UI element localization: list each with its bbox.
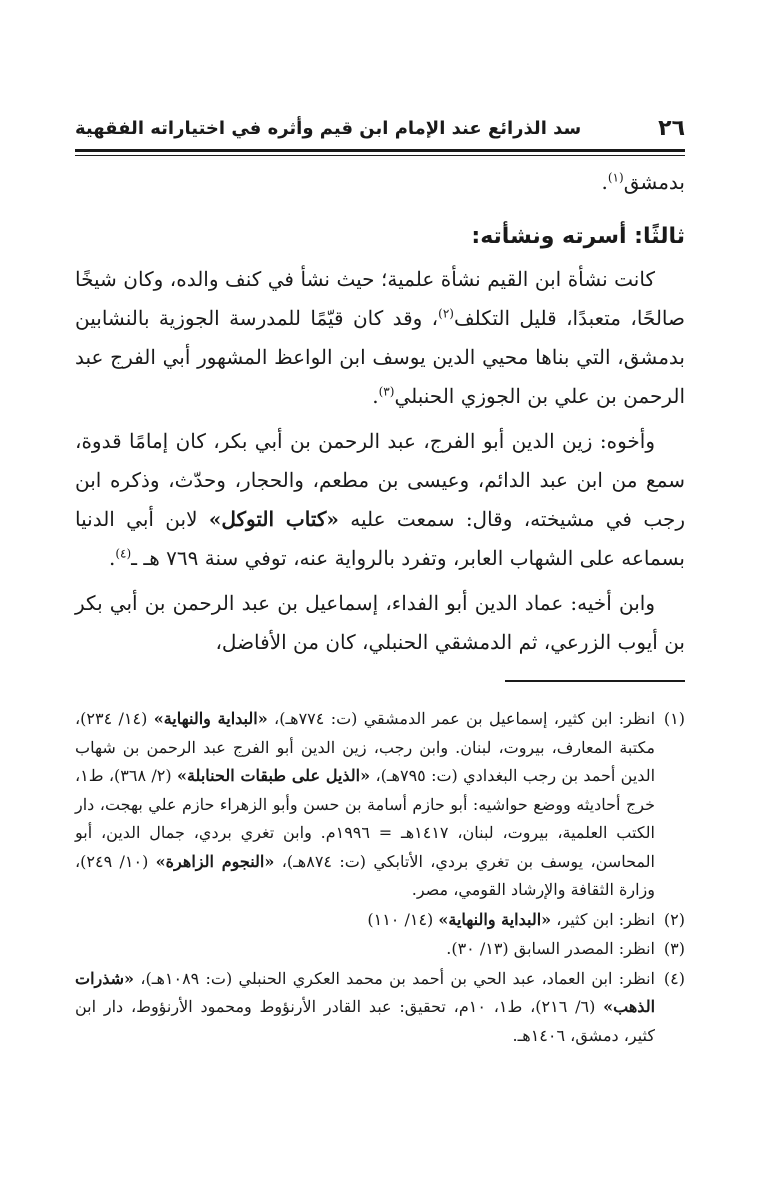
paragraph-upbringing: كانت نشأة ابن القيم نشأة علمية؛ حيث نشأ في كنف والده، وكان شيخًا صالحًا، متعبدًا، قليل التكلف$^{(٢)}$، وقد كان قيّمًا للمدرسة الجوزية بالنشابين بدمشق، التي بناها محيي الدين يوسف ابن الواعظ المشهور أبي الفرج عبد الرحمن بن علي بن الجوزي الحنبلي$^{(٣)}$. xyxy=(75,267,685,408)
footnote-text: انظر: ابن كثير، «البداية والنهاية» (١٤/ ١١٠) xyxy=(367,909,655,929)
footnote-1 xyxy=(75,705,685,905)
footnote-ref-4: (٤) xyxy=(115,546,132,561)
footnote-number: (١) xyxy=(663,709,685,728)
footnote-number: (٣) xyxy=(663,939,685,958)
footnote-ref-2: (٢) xyxy=(438,306,454,321)
footnote-3 xyxy=(75,935,685,964)
lead-line: بدمشق$^{(١)}$. xyxy=(601,170,685,194)
page-header xyxy=(75,108,685,148)
header-rule-thin xyxy=(75,155,685,156)
book-title-tawakkul: «كتاب التوكل» xyxy=(208,507,339,531)
paragraph-nephew: وابن أخيه: عماد الدين أبو الفداء، إسماعيل بن عبد الرحمن بن أبي بكر بن أيوب الزرعي، ثم الدمشقي الحنبلي، كان من الأفاضل، xyxy=(75,591,685,654)
footnote-text: انظر: المصدر السابق (١٣/ ٣٠). xyxy=(446,939,655,958)
paragraph-brother: وأخوه: زين الدين أبو الفرج، عبد الرحمن بن أبي بكر، كان إمامًا قدوة، سمع من ابن عبد الدائم، وعيسى بن مطعم، والحجار، وحدّث، وذكره ابن رجب في مشيخته، وقال: سمعت عليه «كتاب التوكل» لابن أبي الدنيا بسماعه على الشهاب العابر، وتفرد بالرواية عنه، توفي سنة ٧٦٩ هـ ـ$^{(٤)}$. xyxy=(75,429,685,570)
footnote-2 xyxy=(75,906,685,935)
footnotes xyxy=(75,705,685,1050)
footnote-ref-3: (٣) xyxy=(378,384,395,399)
page-number: ٢٦ xyxy=(658,115,685,141)
footnote-number: (٢) xyxy=(663,909,685,929)
header-rule-thick xyxy=(75,149,685,152)
footnote-separator xyxy=(505,680,685,682)
section-heading: ثالثًا: أسرته ونشأته: xyxy=(471,224,685,249)
running-title: سد الذرائع عند الإمام ابن قيم وأثره في اختياراته الفقهية xyxy=(75,117,582,139)
footnote-text: انظر: ابن كثير، إسماعيل بن عمر الدمشقي (ت: ٧٧٤هـ)، «البداية والنهاية» (١٤/ ٢٣٤)، مكتبة المعارف، بيروت، لبنان. وابن رجب، زين الدين أبو الفرج عبد الرحمن بن شهاب الدين أحمد بن رجب البغدادي (ت: ٧٩٥هـ)، «الذيل على طبقات الحنابلة» (٢/ ٣٦٨)، ط١، خرج أحاديثه ووضع حواشيه: أبو حازم أسامة بن حسن وأبو الزهراء حازم علي بهجت، دار الكتب العلمية، بيروت، لبنان، ١٤١٧هـ = ١٩٩٦م. وابن تغري بردي، جمال الدين، أبو المحاسن، يوسف بن تغري بردي، الأتابكي (ت: ٨٧٤هـ)، «النجوم الزاهرة» (١٠/ ٢٤٩)، وزارة الثقافة والإرشاد القومي، مصر. xyxy=(75,709,656,899)
footnote-ref-1: (١) xyxy=(607,170,624,185)
footnote-number: (٤) xyxy=(663,968,685,988)
footnote-text: انظر: ابن العماد، عبد الحي بن أحمد بن محمد العكري الحنبلي (ت: ١٠٨٩هـ)، «شذرات الذهب» (٦/ ٢١٦)، ط١، ١٠م، تحقيق: عبد القادر الأرنؤوط ومحمود الأرنؤوط، دار ابن كثير، دمشق، ١٤٠٦هـ. xyxy=(75,968,656,1045)
footnote-4 xyxy=(75,965,685,1051)
main-text xyxy=(75,163,685,662)
